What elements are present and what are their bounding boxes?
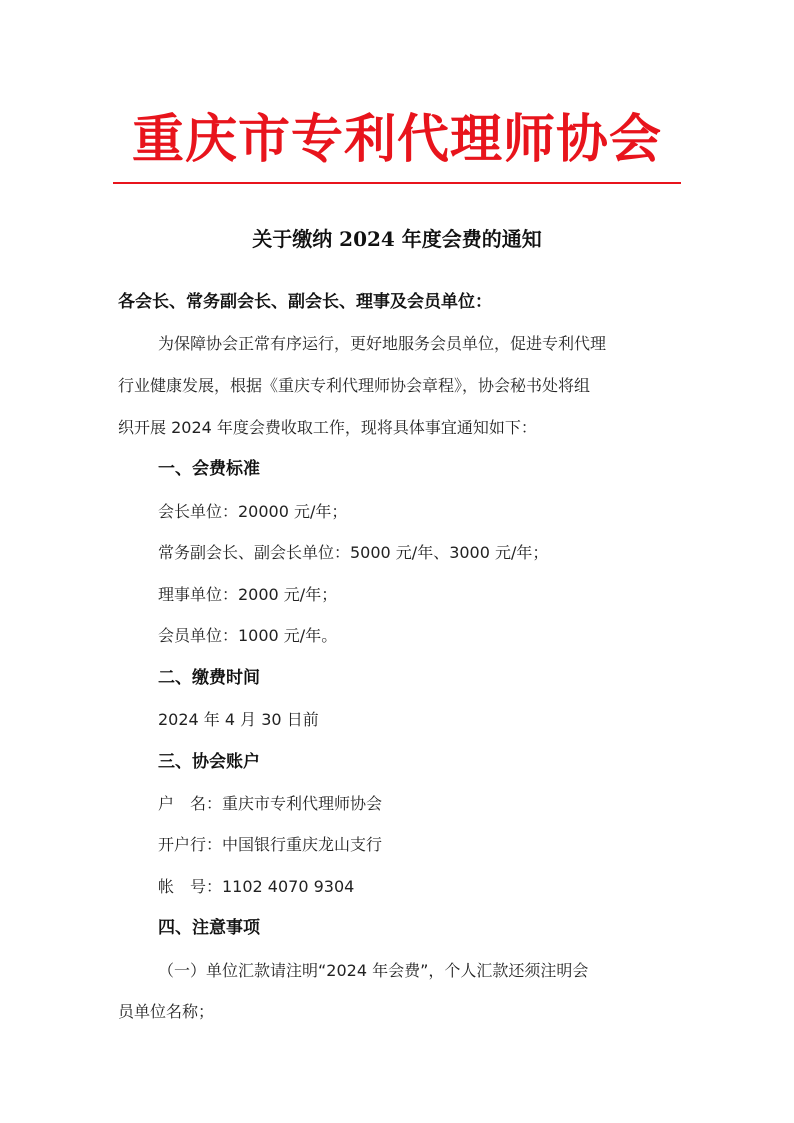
fee-item: 会长单位：20000 元/年； xyxy=(158,502,348,521)
org-header: 重庆市专利代理师协会 xyxy=(131,110,662,170)
note-line: 员单位名称； xyxy=(118,1002,215,1021)
intro-line: 为保障协会正常有序运行，更好地服务会员单位，促进专利代理 xyxy=(158,334,607,353)
section-heading-payment-time: 二、缴费时间 xyxy=(158,668,260,688)
payment-deadline: 2024 年 4 月 30 日前 xyxy=(158,710,319,729)
intro-line: 行业健康发展，根据《重庆专利代理师协会章程》，协会秘书处将组 xyxy=(118,376,591,395)
salutation: 各会长、常务副会长、副会长、理事及会员单位： xyxy=(118,292,492,312)
fee-item: 会员单位：1000 元/年。 xyxy=(158,626,338,645)
account-bank: 开户行：中国银行重庆龙山支行 xyxy=(158,835,383,854)
fee-item: 常务副会长、副会长单位：5000 元/年、3000 元/年； xyxy=(158,543,549,562)
section-heading-notes: 四、注意事项 xyxy=(158,918,260,938)
section-heading-fee-standard: 一、会费标准 xyxy=(158,459,260,479)
document-title: 关于缴纳 2024 年度会费的通知 xyxy=(252,227,542,251)
account-number: 帐 号：1102 4070 9304 xyxy=(158,877,355,896)
fee-item: 理事单位：2000 元/年； xyxy=(158,585,338,604)
intro-line: 织开展 2024 年度会费收取工作，现将具体事宜通知如下： xyxy=(118,418,537,437)
section-heading-account: 三、协会账户 xyxy=(158,752,260,772)
note-line: （一）单位汇款请注明“2024 年会费”，个人汇款还须注明会 xyxy=(158,961,589,980)
red-divider-line xyxy=(113,182,681,184)
account-name: 户 名：重庆市专利代理师协会 xyxy=(158,794,383,813)
